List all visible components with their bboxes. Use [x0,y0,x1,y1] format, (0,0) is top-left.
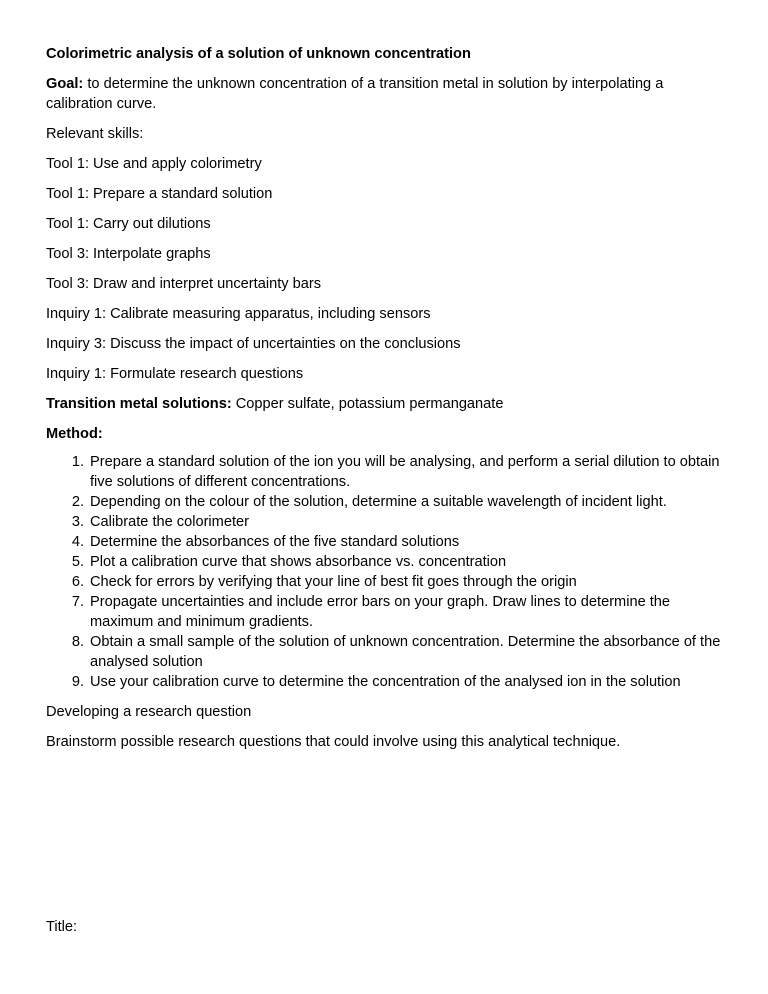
step-text: Use your calibration curve to determine the concentration of the analysed ion in the solution [90,674,681,690]
skill-item: Tool 3: Interpolate graphs [46,246,211,262]
skill-item: Inquiry 1: Calibrate measuring apparatus, including sensors [46,306,431,322]
step-number: 8. [71,634,84,650]
step-text: Prepare a standard solution of the ion you will be analysing, and perform a serial dilution to obtain five solutions of different concentrations. [90,454,720,490]
step-number: 9. [71,674,84,690]
step-number: 2. [71,494,84,510]
skill-item: Tool 1: Prepare a standard solution [46,186,273,202]
step-text: Determine the absorbances of the five standard solutions [90,534,460,550]
method-step [46,492,726,512]
step-number: 1. [71,454,84,470]
document-title: Colorimetric analysis of a solution of unknown concentration [46,46,471,62]
research-heading: Developing a research question [46,704,252,720]
goal-paragraph [46,74,726,114]
method-step [46,552,726,572]
method-step [46,452,726,492]
skill-item: Tool 3: Draw and interpret uncertainty bars [46,276,321,292]
skill-item: Inquiry 1: Formulate research questions [46,366,304,382]
method-list [46,452,726,692]
goal-label: Goal: [46,76,84,92]
skill-item: Inquiry 3: Discuss the impact of uncertainties on the conclusions [46,336,461,352]
step-number: 6. [71,574,84,590]
skill-item: Tool 1: Carry out dilutions [46,216,211,232]
goal-text: to determine the unknown concentration of a transition metal in solution by interpolating a calibration curve. [46,76,664,112]
document-page [46,44,726,762]
step-number: 4. [71,534,84,550]
method-step [46,572,726,592]
method-heading: Method: [46,426,103,442]
method-step [46,592,726,632]
research-prompt: Brainstorm possible research questions that could involve using this analytical technique. [46,734,621,750]
title-field-label: Title: [46,919,78,935]
solutions-label: Transition metal solutions: [46,396,232,412]
step-text: Calibrate the colorimeter [90,514,249,530]
skills-heading: Relevant skills: [46,126,144,142]
step-number: 3. [71,514,84,530]
step-text: Check for errors by verifying that your line of best fit goes through the origin [90,574,577,590]
solutions-paragraph [46,394,726,414]
step-text: Obtain a small sample of the solution of unknown concentration. Determine the absorbance of the analysed solution [90,634,721,670]
method-step [46,532,726,552]
step-number: 7. [71,594,84,610]
solutions-text: Copper sulfate, potassium permanganate [231,396,504,412]
step-text: Plot a calibration curve that shows absorbance vs. concentration [90,554,507,570]
method-step [46,672,726,692]
skill-item: Tool 1: Use and apply colorimetry [46,156,262,172]
step-text: Propagate uncertainties and include error bars on your graph. Draw lines to determine the maximum and minimum gradients. [90,594,671,630]
method-step [46,512,726,532]
step-text: Depending on the colour of the solution, determine a suitable wavelength of incident light. [90,494,667,510]
step-number: 5. [71,554,84,570]
method-step [46,632,726,672]
